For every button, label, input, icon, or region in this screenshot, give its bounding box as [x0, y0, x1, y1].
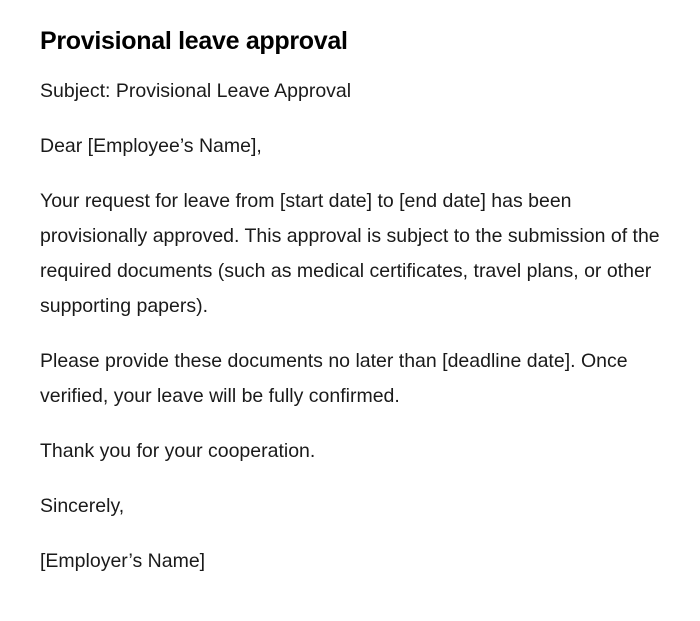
body-paragraph-deadline: Please provide these documents no later than [deadline date]. Once verified, your leave will be fully confirmed.: [40, 350, 628, 407]
subject-line: Subject: Provisional Leave Approval: [40, 80, 352, 102]
page-title: Provisional leave approval: [40, 27, 348, 55]
body-paragraph-approval: Your request for leave from [start date] to [end date] has been provisionally approved. This approval is subject to the submission of the required documents (such as medical certificates, travel plans, or other supporting papers).: [40, 190, 660, 317]
thank-you-line: Thank you for your cooperation.: [40, 440, 316, 462]
salutation: Dear [Employee’s Name],: [40, 135, 262, 157]
letter-document: [40, 26, 660, 599]
signature-line: [Employer’s Name]: [40, 550, 206, 572]
closing-line: Sincerely,: [40, 495, 125, 517]
